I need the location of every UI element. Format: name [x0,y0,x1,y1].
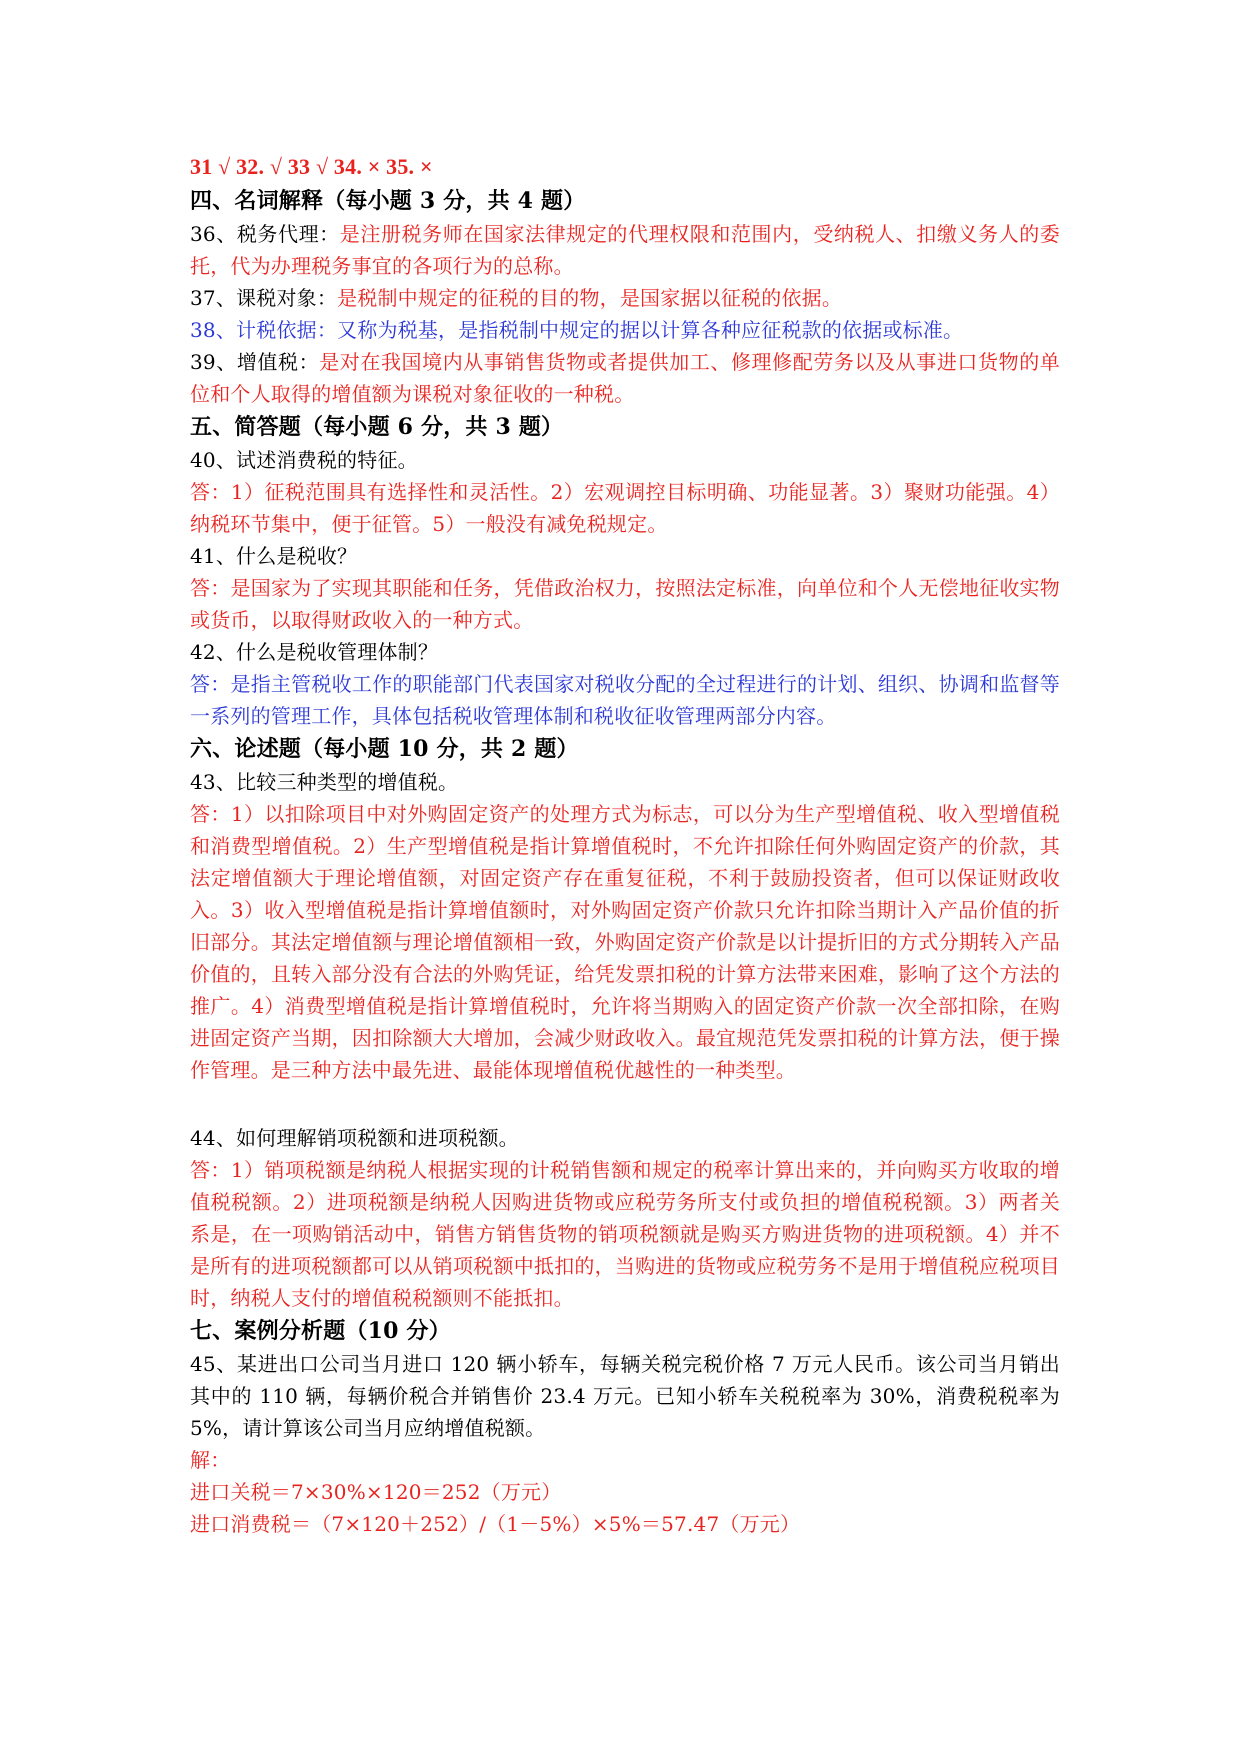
q43-question: 43、比较三种类型的增值税。 [190,770,459,794]
document-page [190,150,1060,1540]
q38-paragraph: 38、计税依据：又称为税基，是指税制中规定的据以计算各种应征税款的依据或标准。 [190,318,964,342]
solution-line-1: 进口关税＝7×30%×120＝252（万元） [190,1480,562,1504]
q42-question: 42、什么是税收管理体制？ [190,640,439,664]
paragraph-spacer [190,1086,1060,1122]
q44-answer: 答：1）销项税额是纳税人根据实现的计税销售额和规定的税率计算出来的，并向购买方收取的增值税税额。2）进项税额是纳税人因购进货物或应税劳务所支付或负担的增值税税额。3）两者关系是，在一项购销活动中，销售方销售货物的销项税额就是购买方购进货物的进项税额。4）并不是所有的进项税额都可以从销项税额中抵扣的，当购进的货物或应税劳务不是用于增值税应税项目时，纳税人支付的增值税税额则不能抵扣。 [190,1158,1060,1310]
q39-answer: 是对在我国境内从事销售货物或者提供加工、修理修配劳务以及从事进口货物的单位和个人取得的增值额为课税对象征收的一种税。 [190,350,1060,406]
q36-paragraph [190,218,1060,282]
q39-label: 39、增值税： [190,350,320,374]
section-7-heading: 七、案例分析题（10 分） [190,1318,451,1344]
q44-question: 44、如何理解销项税额和进项税额。 [190,1126,519,1150]
q43-answer: 答：1）以扣除项目中对外购固定资产的处理方式为标志，可以分为生产型增值税、收入型增值税和消费型增值税。2）生产型增值税是指计算增值税时，不允许扣除任何外购固定资产的价款，其法定增值额大于理论增值额，对固定资产存在重复征税，不利于鼓励投资者，但可以保证财政收入。3）收入型增值税是指计算增值额时，对外购固定资产价款只允许扣除当期计入产品价值的折旧部分。其法定增值额与理论增值额相一致，外购固定资产价款是以计提折旧的方式分期转入产品价值的，且转入部分没有合法的外购凭证，给凭发票扣税的计算方法带来困难，影响了这个方法的推广。4）消费型增值税是指计算增值税时，允许将当期购入的固定资产价款一次全部扣除，在购进固定资产当期，因扣除额大大增加，会减少财政收入。最宜规范凭发票扣税的计算方法，便于操作管理。是三种方法中最先进、最能体现增值税优越性的一种类型。 [190,802,1060,1082]
solution-line-2: 进口消费税＝（7×120＋252）/（1－5%）×5%＝57.47（万元） [190,1512,801,1536]
q40-question: 40、试述消费税的特征。 [190,448,418,472]
q37-paragraph [190,282,1060,314]
solution-label: 解： [190,1448,231,1472]
section-4-heading: 四、名词解释（每小题 3 分，共 4 题） [190,188,586,214]
q42-answer: 答：是指主管税收工作的职能部门代表国家对税收分配的全过程进行的计划、组织、协调和监督等一系列的管理工作，具体包括税收管理体制和税收征收管理两部分内容。 [190,672,1060,728]
q37-answer: 是税制中规定的征税的目的物，是国家据以征税的依据。 [337,286,843,310]
answer-key-line: 31 √ 32. √ 33 √ 34. × 35. × [190,154,433,179]
q36-label: 36、税务代理： [190,222,340,246]
q37-label: 37、课税对象： [190,286,338,310]
q36-answer: 是注册税务师在国家法律规定的代理权限和范围内，受纳税人、扣缴义务人的委托，代为办理税务事宜的各项行为的总称。 [190,222,1060,278]
q39-paragraph [190,346,1060,410]
section-5-heading: 五、简答题（每小题 6 分，共 3 题） [190,414,564,440]
section-6-heading: 六、论述题（每小题 10 分，共 2 题） [190,736,579,762]
q41-answer: 答：是国家为了实现其职能和任务，凭借政治权力，按照法定标准，向单位和个人无偿地征收实物或货币，以取得财政收入的一种方式。 [190,576,1060,632]
q41-question: 41、什么是税收？ [190,544,358,568]
q45-question: 45、某进出口公司当月进口 120 辆小轿车，每辆关税完税价格 7 万元人民币。该公司当月销出其中的 110 辆，每辆价税合并销售价 23.4 万元。已知小轿车关税税率为 30%，消费税税率为 5%，请计算该公司当月应纳增值税额。 [190,1352,1060,1440]
q40-answer: 答：1）征税范围具有选择性和灵活性。2）宏观调控目标明确、功能显著。3）聚财功能强。4）纳税环节集中，便于征管。5）一般没有减免税规定。 [190,480,1060,536]
